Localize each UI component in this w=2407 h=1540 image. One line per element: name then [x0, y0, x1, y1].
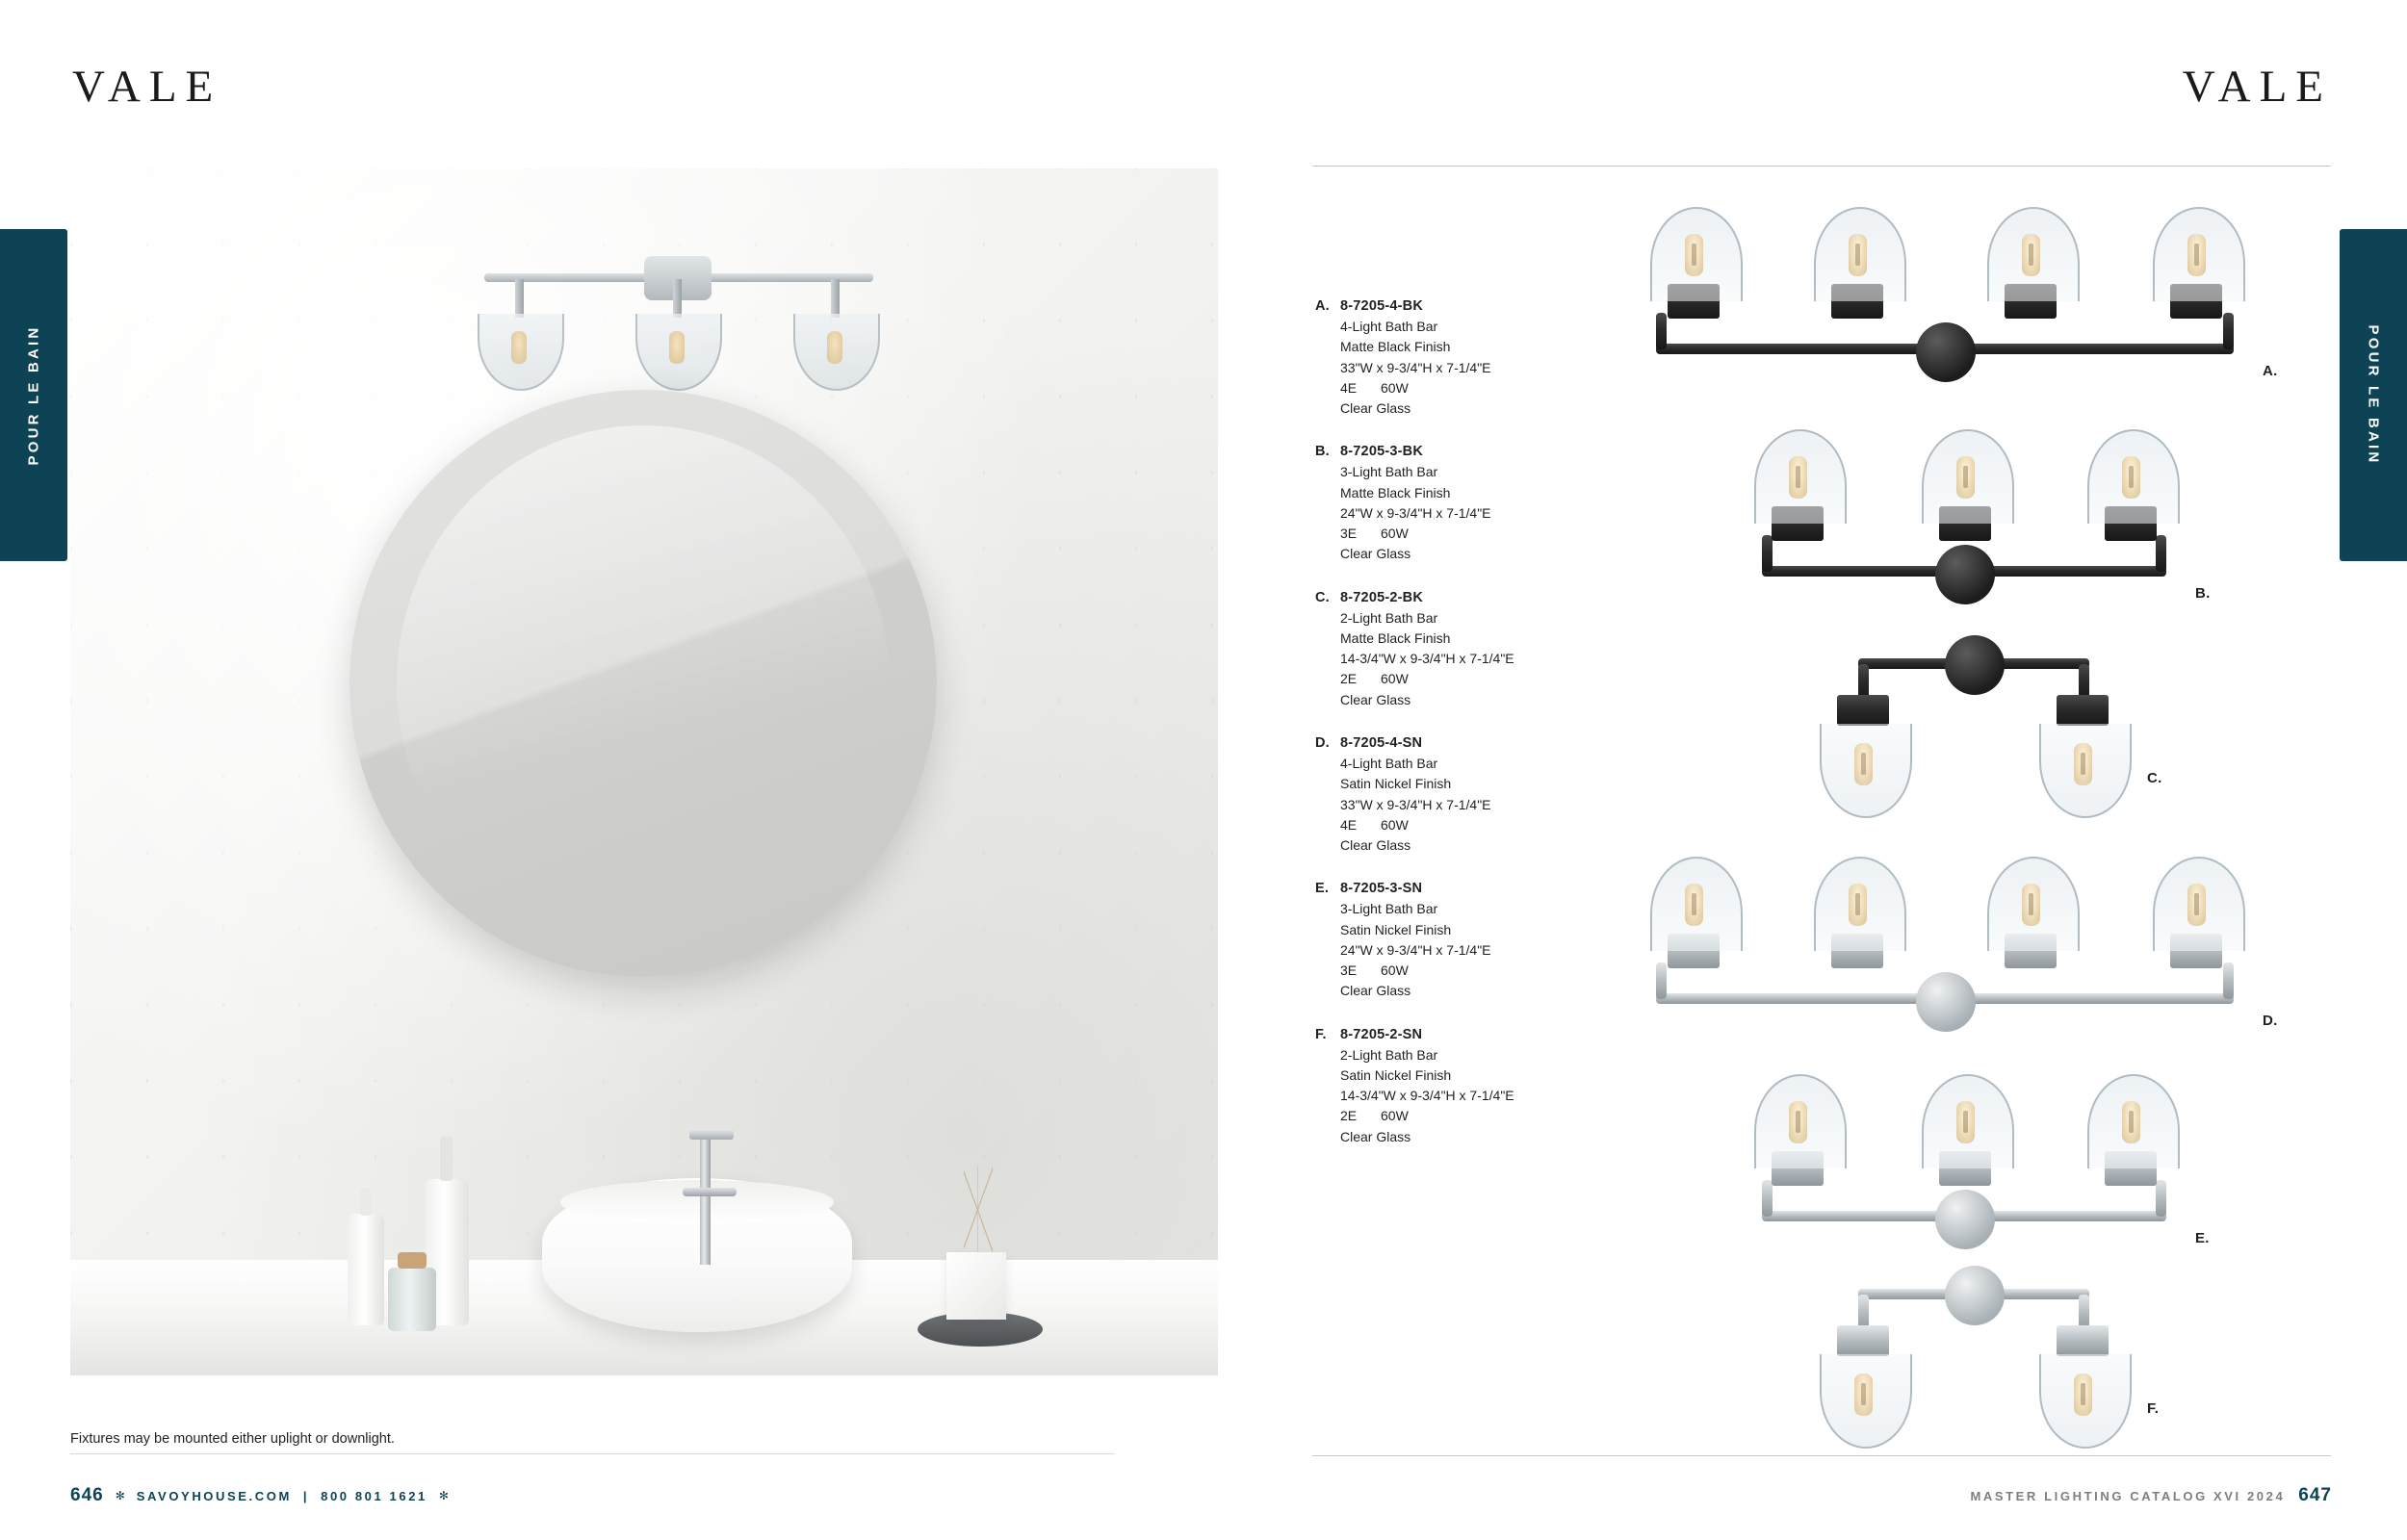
section-tab-left-label: POUR LE BAIN: [25, 324, 42, 466]
fixture-e-bulb-3: [2122, 1101, 2140, 1143]
section-tab-right: [2340, 229, 2407, 561]
fixture-b-end-left: [1762, 535, 1773, 572]
footer-catalog-name: MASTER LIGHTING CATALOG XVI 2024: [1970, 1488, 2286, 1503]
fixture-a-end-left: [1656, 313, 1667, 349]
spec-dimensions-f: 14-3/4"W x 9-3/4"H x 7-1/4"E: [1340, 1088, 1514, 1104]
product-label-d: D.: [2263, 1013, 2278, 1029]
spec-item-f: [1315, 1027, 1633, 1147]
spec-type-e: 3-Light Bath Bar: [1340, 901, 1438, 917]
spec-letter-d: D.: [1315, 734, 1330, 751]
page-number-right: 647: [2298, 1485, 2332, 1505]
product-label-e: E.: [2195, 1230, 2210, 1246]
asterisk-icon-right: ✻: [438, 1489, 449, 1502]
spec-finish-d: Satin Nickel Finish: [1340, 776, 1452, 792]
footer-left: [70, 1485, 449, 1506]
spec-sku-b: 8-7205-3-BK: [1340, 444, 1424, 460]
fixture-f-bulb-2: [2074, 1373, 2092, 1416]
spec-wattage-e: 60W: [1381, 962, 1409, 979]
vessel-sink: [542, 1178, 852, 1332]
spec-dimensions-c: 14-3/4"W x 9-3/4"H x 7-1/4"E: [1340, 651, 1514, 667]
fixture-a-bulb-3: [2022, 234, 2040, 276]
reed-sticks: [964, 1166, 993, 1254]
footer-rule-left: [70, 1453, 1115, 1454]
faucet-stem: [700, 1130, 711, 1265]
fixture-d-bulb-2: [1849, 884, 1867, 926]
footer-website[interactable]: SAVOYHOUSE.COM: [136, 1488, 292, 1503]
photo-vanity-fixture: [455, 231, 898, 404]
page-title-left: VALE: [72, 62, 222, 112]
product-label-f: F.: [2147, 1400, 2160, 1417]
spec-sockets-c: 2E: [1340, 671, 1358, 687]
spec-dimensions-e: 24"W x 9-3/4"H x 7-1/4"E: [1340, 941, 1491, 958]
spec-item-b: [1315, 444, 1633, 564]
product-spec-list: [1315, 298, 1633, 1172]
spec-item-d: [1315, 735, 1633, 856]
mirror-reflection: [397, 425, 890, 942]
fixture-c-socket-2: [2057, 695, 2109, 726]
footer-phone: 800 801 1621: [321, 1488, 427, 1503]
photo-fixture-bulb-1: [511, 331, 527, 364]
spec-glass-d: Clear Glass: [1340, 837, 1411, 854]
product-image-a: [1637, 197, 2278, 390]
fixture-a-bulb-1: [1685, 234, 1703, 276]
product-label-c: C.: [2147, 770, 2162, 786]
section-tab-right-label: POUR LE BAIN: [2365, 324, 2382, 466]
photo-fixture-bulb-2: [669, 331, 685, 364]
product-label-a: A.: [2263, 363, 2278, 379]
fixture-c-bulb-1: [1854, 743, 1873, 785]
footer-right: [1970, 1485, 2332, 1506]
spec-item-e: [1315, 881, 1633, 1001]
product-image-e: [1743, 1068, 2243, 1251]
reed-diffuser: [946, 1252, 1006, 1320]
product-label-b: B.: [2195, 585, 2211, 602]
spec-sku-a: 8-7205-4-BK: [1340, 298, 1424, 314]
soap-bottle-small: [348, 1214, 384, 1325]
fixture-b-bulb-3: [2122, 456, 2140, 499]
product-image-d: [1637, 847, 2278, 1040]
spec-glass-f: Clear Glass: [1340, 1128, 1411, 1144]
fixture-d-backplate: [1916, 972, 1976, 1032]
fixture-a-backplate: [1916, 322, 1976, 382]
fixture-c-socket-1: [1837, 695, 1889, 726]
section-tab-left: [0, 229, 67, 561]
asterisk-icon-left: ✻: [115, 1489, 125, 1502]
lifestyle-photo: [70, 168, 1218, 1375]
spec-wattage-f: 60W: [1381, 1108, 1409, 1124]
fixture-e-bulb-2: [1956, 1101, 1975, 1143]
spec-sku-c: 8-7205-2-BK: [1340, 589, 1424, 605]
spec-type-c: 2-Light Bath Bar: [1340, 609, 1438, 626]
fixture-c-backplate: [1945, 635, 2005, 695]
fixture-e-end-left: [1762, 1180, 1773, 1217]
fixture-b-end-right: [2156, 535, 2166, 572]
fixture-e-backplate: [1935, 1190, 1995, 1249]
photo-caption: Fixtures may be mounted either uplight or downlight.: [70, 1431, 395, 1447]
spec-wattage-b: 60W: [1381, 526, 1409, 542]
spec-sku-d: 8-7205-4-SN: [1340, 734, 1423, 751]
fixture-e-bulb-1: [1789, 1101, 1807, 1143]
fixture-a-bulb-4: [2187, 234, 2206, 276]
fixture-d-end-right: [2223, 962, 2234, 999]
spec-finish-c: Matte Black Finish: [1340, 629, 1451, 646]
fixture-f-socket-1: [1837, 1325, 1889, 1356]
fixture-f-socket-2: [2057, 1325, 2109, 1356]
product-image-b: [1743, 424, 2243, 606]
spec-type-d: 4-Light Bath Bar: [1340, 755, 1438, 771]
spec-sockets-a: 4E: [1340, 379, 1358, 396]
fixture-c-bulb-2: [2074, 743, 2092, 785]
fixture-b-bulb-1: [1789, 456, 1807, 499]
spec-sockets-b: 3E: [1340, 526, 1358, 542]
spec-wattage-a: 60W: [1381, 379, 1409, 396]
page-title-right: VALE: [2182, 62, 2332, 112]
spec-letter-f: F.: [1315, 1026, 1327, 1042]
faucet-handle: [683, 1188, 737, 1196]
round-mirror: [349, 390, 937, 977]
fixture-b-backplate: [1935, 545, 1995, 604]
photo-fixture-arm-1: [515, 279, 524, 318]
faucet-spout: [689, 1129, 734, 1140]
spec-letter-e: E.: [1315, 881, 1330, 897]
header-rule-right: [1312, 166, 2331, 167]
spec-type-b: 3-Light Bath Bar: [1340, 464, 1438, 480]
footer-separator: |: [302, 1488, 310, 1503]
spec-letter-a: A.: [1315, 298, 1330, 314]
spec-item-a: [1315, 298, 1633, 419]
fixture-d-bulb-3: [2022, 884, 2040, 926]
photo-fixture-arm-3: [831, 279, 840, 318]
spec-wattage-c: 60W: [1381, 671, 1409, 687]
spec-glass-a: Clear Glass: [1340, 400, 1411, 417]
spec-letter-c: C.: [1315, 589, 1330, 605]
spec-sockets-f: 2E: [1340, 1108, 1358, 1124]
spec-type-f: 2-Light Bath Bar: [1340, 1046, 1438, 1063]
fixture-d-bulb-1: [1685, 884, 1703, 926]
spec-sockets-e: 3E: [1340, 962, 1358, 979]
glass-jar: [388, 1268, 436, 1331]
spec-dimensions-a: 33"W x 9-3/4"H x 7-1/4"E: [1340, 359, 1491, 375]
spec-dimensions-d: 33"W x 9-3/4"H x 7-1/4"E: [1340, 796, 1491, 812]
spec-type-a: 4-Light Bath Bar: [1340, 319, 1438, 334]
fixture-e-end-right: [2156, 1180, 2166, 1217]
fixture-b-bulb-2: [1956, 456, 1975, 499]
footer-rule-right: [1312, 1455, 2331, 1456]
page-number-left: 646: [70, 1485, 104, 1505]
spec-sku-e: 8-7205-3-SN: [1340, 881, 1423, 897]
spec-dimensions-b: 24"W x 9-3/4"H x 7-1/4"E: [1340, 504, 1491, 521]
spec-letter-b: B.: [1315, 444, 1330, 460]
fixture-f-backplate: [1945, 1266, 2005, 1325]
photo-fixture-arm-2: [673, 279, 682, 318]
fixture-f-bulb-1: [1854, 1373, 1873, 1416]
fixture-d-bulb-4: [2187, 884, 2206, 926]
spec-item-c: [1315, 590, 1633, 710]
spec-glass-b: Clear Glass: [1340, 546, 1411, 562]
spec-finish-b: Matte Black Finish: [1340, 484, 1451, 500]
fixture-d-end-left: [1656, 962, 1667, 999]
spec-sockets-d: 4E: [1340, 816, 1358, 833]
product-image-c: [1829, 635, 2195, 818]
spec-glass-c: Clear Glass: [1340, 691, 1411, 707]
spec-wattage-d: 60W: [1381, 816, 1409, 833]
product-image-f: [1829, 1266, 2195, 1449]
spec-sku-f: 8-7205-2-SN: [1340, 1026, 1423, 1042]
spec-finish-e: Satin Nickel Finish: [1340, 921, 1452, 937]
fixture-a-bulb-2: [1849, 234, 1867, 276]
spec-finish-a: Matte Black Finish: [1340, 339, 1451, 355]
spec-glass-e: Clear Glass: [1340, 983, 1411, 999]
photo-fixture-bulb-3: [827, 331, 842, 364]
spec-finish-f: Satin Nickel Finish: [1340, 1066, 1452, 1083]
fixture-a-end-right: [2223, 313, 2234, 349]
